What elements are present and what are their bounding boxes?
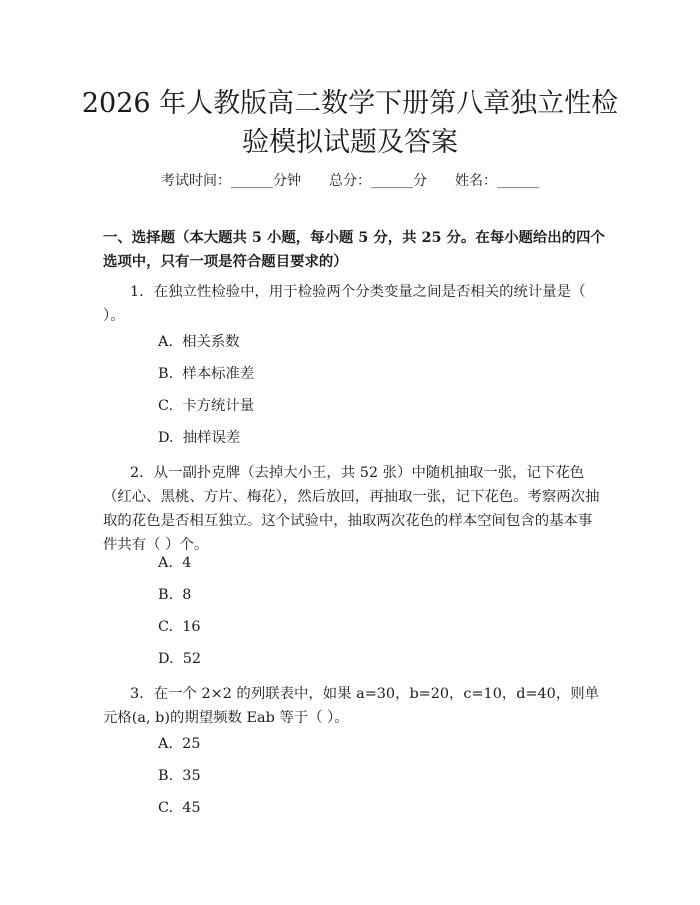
question-number: 3. — [130, 686, 144, 702]
option-c: C. 16 — [158, 619, 201, 635]
question-number: 1. — [130, 284, 144, 300]
question-2 — [103, 461, 601, 557]
option-b: B. 35 — [158, 768, 201, 784]
question-number: 2. — [130, 465, 144, 481]
option-a: A. 相关系数 — [158, 334, 240, 350]
question-text: 在一个 2×2 的列联表中，如果 a=30，b=20，c=10，d=40，则单元格(a, b)的期望频数 Eab 等于（ ）。 — [103, 686, 600, 726]
question-3 — [103, 682, 601, 730]
title-line-2: 验模拟试题及答案 — [242, 127, 458, 158]
option-c: C. 45 — [158, 800, 201, 816]
option-a: A. 4 — [158, 555, 192, 571]
question-text: 从一副扑克牌（去掉大小王，共 52 张）中随机抽取一张，记下花色（红心、黑桃、方片、梅花），然后放回，再抽取一张，记下花色。考察两次抽取的花色是否相互独立。这个试验中，抽取两次花色的样本空间包含的基本事件共有（ ）个。 — [103, 465, 600, 553]
question-text: 在独立性检验中，用于检验两个分类变量之间是否相关的统计量是（ ）。 — [103, 284, 586, 324]
option-c: C. 卡方统计量 — [158, 398, 255, 414]
title-line-1: 2026 年人教版高二数学下册第八章独立性检 — [81, 88, 619, 119]
option-b: B. 8 — [158, 587, 192, 603]
question-1 — [103, 280, 601, 328]
document-title — [0, 84, 700, 162]
exam-info-line: 考试时间：______分钟 总分：______分 姓名：______ — [161, 173, 539, 189]
option-d: D. 抽样误差 — [158, 430, 241, 446]
section-heading-choice: 一、选择题（本大题共 5 小题，每小题 5 分，共 25 分。在每小题给出的四个选项中，只有一项是符合题目要求的） — [103, 229, 605, 270]
option-a: A. 25 — [158, 736, 201, 752]
option-b: B. 样本标准差 — [158, 366, 255, 382]
option-d: D. 52 — [158, 651, 202, 667]
